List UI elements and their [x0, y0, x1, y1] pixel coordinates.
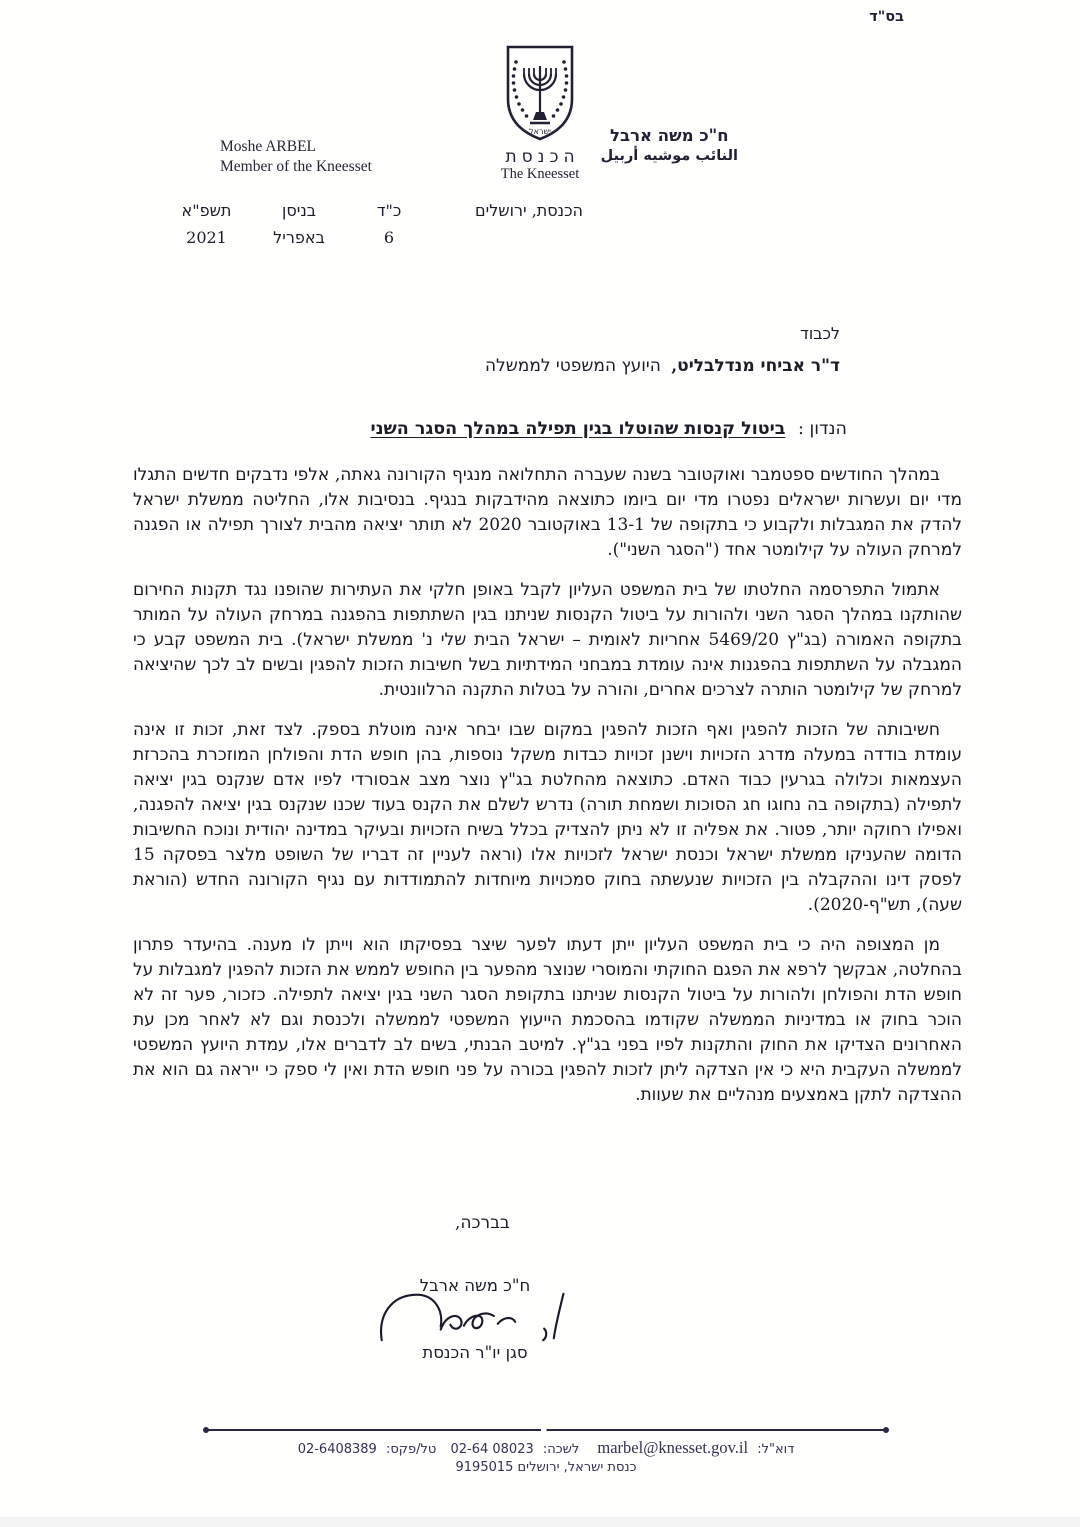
date-empty [433, 224, 583, 251]
emblem-caption-en: The Kneesset [500, 166, 580, 182]
footer-email-label: דוא"ל: [757, 1442, 795, 1457]
addressee-name: ד"ר אביחי מנדלבליט, [671, 356, 840, 376]
mk-title-english: Member of the Kneesset [220, 158, 372, 176]
svg-text:ישראל: ישראל [529, 127, 551, 136]
body-paragraph-4: מן המצופה היה כי בית המשפט העליון ייתן דעתו לפער שיצר בפסיקתו הוא וייתן לו מענה. בהיעדר פתרון בהחלטה, אבקשך לרפא את הפגם החוקתי והמוסרי שנוצר מהפער בין החופש לממש את הזכות להפגין למגבלות על חופש הדת והפולחן ולהורות על ביטול הקנסות שניתנו בתקופת הסגר השני בגין יציאה לתפילה. כזכור, פער זה לא הוכר בחוק או במדיניות הממשלה שקודמו בהסכמת הייעוץ המשפטי לממשלה ולכנסת וגם לא לאחר מכן עת האחרונים הצדיקו את החוק והתקנות לפיו בפני בג"ץ. למיטב הבנתי, בשים לב לדברים אלו, עמדת היועץ המשפטי לממשלה העקבית היא כי אין הצדקה ליתן לזכות להפגין בכורה על פני חופש הדת ואין לי ספק כי ייראה גם הוא את ההצדקה לתקן באמצעים מנהליים את שעוות. [133, 935, 963, 1105]
date-month-gregorian: באפריל [273, 228, 325, 247]
mk-name-hebrew: ח"כ משה ארבל [610, 126, 729, 145]
emblem-caption-he: הכנסת [505, 147, 580, 167]
body-paragraph-3: חשיבותה של הזכות להפגין ואף הזכות להפגין במקום שבו יבחר אינה מוטלת בספק. לצד זאת, זכות זו אינה עומדת בודדה במעלה מדרג הזכויות וישנן זכויות כבדות משקל נוספות, בהן חופש הדת והפולחן המוזכרת בהכרזת העצמאות וכלולה בגרעין כבוד האדם. כתוצאה מהחלטת בג"ץ נוצר מצב אבסורדי לפיו אדם שנקנס בגין יציאה לתפילה (בתקופה בה נחוגו חג הסוכות ושמחת תורה) נדרש לשלם את הקנס בעוד שכנו שנקנס בגין יציאה להפגנה, ואפילו רחוקה יותר, פטור. את אפליה זו לא ניתן להצדיק בכלל בשיח הזכויות ובעיקר במדינה יהודית ונוכח החשיבות הדומה שהעניקו ממשלת ישראל וכנסת ישראל לזכויות אלו (וראה לעניין זה דבריו של השופט מלצר בפסקה 15 לפסק דינו וההקבלה בין הזכויות שנעשתה בחוק סמכויות מיוחדות להתמודדות עם נגיף הקורונה החדש (הוראת שעה), תש"ף-2020). [133, 720, 962, 915]
footer-telfax-label: טל/פקס: [385, 1442, 437, 1457]
signature-scribble-icon [373, 1288, 578, 1346]
subject-line [370, 419, 847, 439]
addressee-line [485, 356, 840, 376]
addressee-block [485, 324, 840, 376]
date-city: הכנסת, ירושלים [475, 201, 583, 220]
mk-name-arabic: النائب موشيه أربيل [600, 148, 738, 164]
subject-label: הנדון : [798, 419, 847, 439]
body-paragraph-2: אתמול התפרסמה החלטתו של בית המשפט העליון לקבל באופן חלקי את העתירות שהופנו נגד תקנות החירום שהותקנו במהלך הסגר השני ולהורות על ביטול הקנסות שניתנו בגין השתתפות בהפגנה במרחק העולה על המותר בתקופה האמורה (בג"ץ 5469/20 אחריות לאומית – ישראל הבית שלי נ' ממשלת ישראל). בית המשפט קבע כי המגבלה על השתתפות בהפגנות אינה עומדת במבחני המידתיות בשל חשיבות הזכות להפגין ובשים לב לכך שהיציאה למרחק של קילומטר הותרה לצרכים אחרים, והורה על בטלות התקנה הרלוונטית. [133, 580, 963, 700]
knesset-header [0, 44, 1080, 183]
date-day-number: 6 [383, 228, 395, 247]
footer [205, 1429, 887, 1475]
footer-rule [205, 1429, 887, 1431]
body-paragraph-1: במהלך החודשים ספטמבר ואוקטובר בשנה שעברה התחלואה מנגיף הקורונה גאתה, אלפי נדבקים חדשים התגלו מדי יום ועשרות ישראלים נפטרו מדי יום ביומו כתוצאה מהידבקות בנגיף. בנסיבות אלו, החליטה ממשלת ישראל להדק את המגבלות ולקבוע כי בתקופה של 13-1 באוקטובר 2020 לא תותר יציאה מהבית לצורך תפילה או הפגנה למרחק העולה על קילומטר אחד ("הסגר השני"). [133, 465, 962, 560]
signature-title: סגן יו"ר הכנסת [422, 1343, 528, 1362]
knesset-emblem-icon [503, 44, 577, 144]
dateline [160, 197, 583, 251]
addressee-title: היועץ המשפטי לממשלה [484, 356, 661, 376]
letter-body [133, 463, 962, 1108]
signature-name: ח"כ משה ארבל [419, 1276, 531, 1295]
date-month-hebrew: בניסן [282, 201, 316, 220]
subject-text: ביטול קנסות שהוטלו בגין תפילה במהלך הסגר השני [370, 419, 786, 439]
signature-block [363, 1276, 587, 1362]
date-year-gregorian: 2021 [186, 228, 227, 247]
closing-text: בברכה, [455, 1213, 510, 1233]
footer-contact-line [205, 1438, 887, 1458]
footer-telfax-phone: 02-6408389 [297, 1442, 377, 1457]
mk-name-block-rtl [601, 126, 738, 164]
salutation: לכבוד [800, 324, 840, 343]
date-day-hebrew: כ"ד [376, 201, 402, 220]
bsd-text: בס"ד [869, 9, 904, 25]
footer-email: marbel@knesset.gov.il [597, 1438, 749, 1457]
mk-name-english: Moshe ARBEL [220, 138, 317, 155]
footer-office-phone: 02-64 08023 [450, 1442, 534, 1457]
footer-address: כנסת ישראל, ירושלים 9195015 [455, 1460, 637, 1475]
date-year-hebrew: תשפ"א [181, 201, 232, 220]
mk-name-block-en [220, 137, 372, 177]
scan-edge [0, 1517, 1080, 1527]
footer-office-label: לשכה: [542, 1442, 580, 1457]
